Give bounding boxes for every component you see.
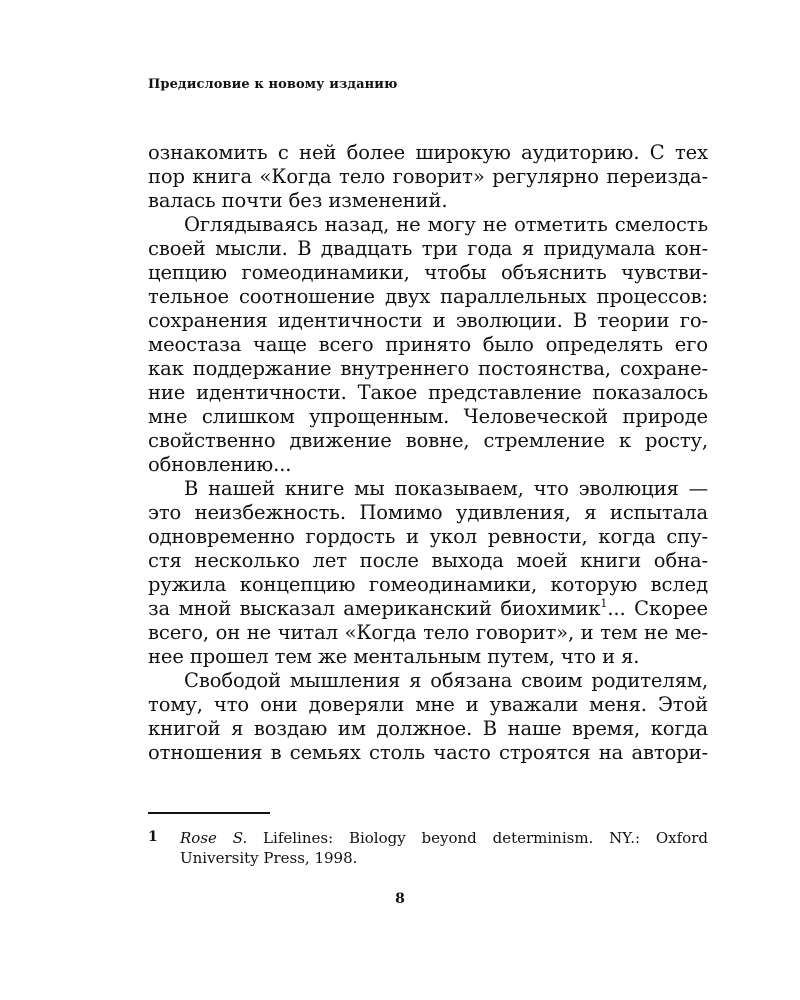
text-line: тому, что они доверяли мне и уважали меня. Этой	[148, 693, 708, 716]
text-line: сохранения идентичности и эволюции. В теории го-	[148, 309, 708, 332]
text-line: своей мысли. В двадцать три года я придумала кон-	[148, 237, 708, 260]
text-line: всего, он не читал «Когда тело говорит», и тем не ме-	[148, 621, 708, 644]
footnote-text: Lifelines: Biology beyond determinism. NY.: Oxford	[247, 829, 708, 847]
running-head: Предисловие к новому изданию	[148, 77, 398, 92]
text-line: Оглядываясь назад, не могу не отметить смелость	[184, 213, 708, 236]
text-line: обновлению...	[148, 453, 292, 476]
text-line: стя несколько лет после выхода моей книги обна-	[148, 549, 708, 572]
text-line-with-footnote-ref	[148, 597, 708, 621]
text-line: пор книга «Когда тело говорит» регулярно переизда-	[148, 165, 708, 188]
page-number: 8	[395, 891, 405, 907]
text-line: ознакомить с ней более широкую аудиторию. С тех	[148, 141, 708, 164]
footnote-line	[180, 828, 708, 848]
text-line: одновременно гордость и укол ревности, когда спу-	[148, 525, 708, 548]
text-line: как поддержание внутреннего постоянства, сохране-	[148, 357, 708, 380]
text-line: это неизбежность. Помимо удивления, я испытала	[148, 501, 708, 524]
text-line: книгой я воздаю им должное. В наше время, когда	[148, 717, 708, 740]
text-line: тельное соотношение двух параллельных процессов:	[148, 285, 708, 308]
text-line: свойственно движение вовне, стремление к росту,	[148, 429, 708, 452]
text-line: ружила концепцию гомеодинамики, которую вслед	[148, 573, 708, 596]
footnote-reference[interactable]: 1	[600, 597, 608, 610]
footnote-divider	[148, 812, 270, 814]
text-line: Свободой мышления я обязана своим родителям,	[184, 669, 708, 692]
text-line: меостаза чаще всего принято было определять его	[148, 333, 708, 356]
text-line: ние идентичности. Такое представление показалось	[148, 381, 708, 404]
text-line: отношения в семьях столь часто строятся на автори-	[148, 741, 708, 764]
footnote-number: 1	[148, 829, 158, 845]
footnote-author: Rose S.	[180, 829, 248, 847]
text-line: валась почти без изменений.	[148, 189, 448, 212]
text-line: цепцию гомеодинамики, чтобы объяснить чувстви-	[148, 261, 708, 284]
text-segment: за мной высказал американский биохимик	[148, 597, 601, 620]
text-line: мне слишком упрощенным. Человеческой природе	[148, 405, 708, 428]
text-segment: ... Скорее	[607, 597, 708, 620]
text-line: В нашей книге мы показываем, что эволюция —	[184, 477, 708, 500]
footnote-line: University Press, 1998.	[180, 849, 358, 867]
text-line: нее прошел тем же ментальным путем, что и я.	[148, 645, 640, 668]
